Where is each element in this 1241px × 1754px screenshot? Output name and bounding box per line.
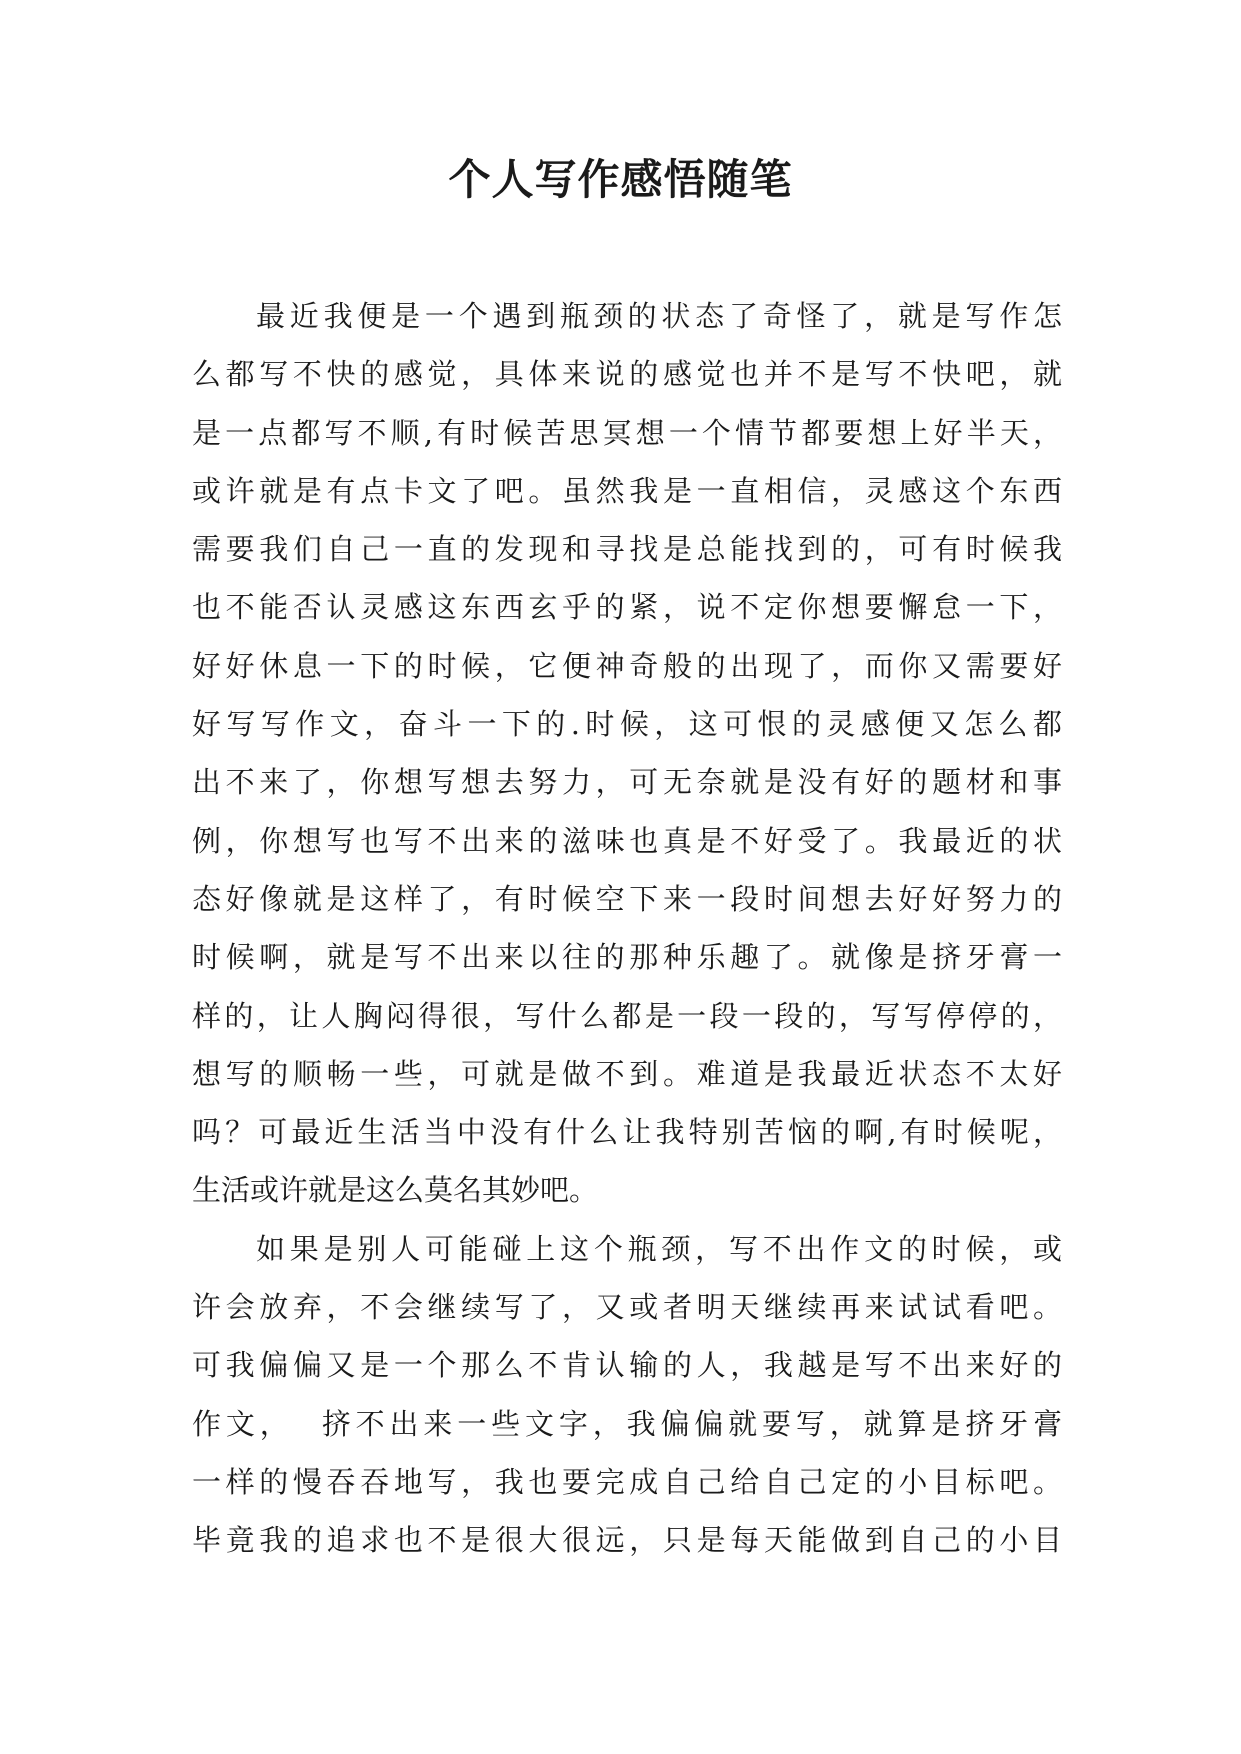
paragraph-2 — [192, 1220, 1062, 1570]
text-line: 例，你想写也写不出来的滋味也真是不好受了。我最近的状 — [192, 823, 1062, 858]
text-line: 样的，让人胸闷得很，写什么都是一段一段的，写写停停的， — [192, 998, 1062, 1033]
text-line: 最近我便是一个遇到瓶颈的状态了奇怪了，就是写作怎 — [256, 299, 1062, 333]
text-line: 态好像就是这样了，有时候空下来一段时间想去好好努力的 — [192, 881, 1062, 916]
text-line: 生活或许就是这么莫名其妙吧。 — [192, 1173, 599, 1208]
document-title: 个人写作感悟随笔 — [448, 155, 793, 204]
text-line: 出不来了，你想写想去努力，可无奈就是没有好的题材和事 — [192, 765, 1062, 800]
text-line: 好写写作文，奋斗一下的.时候，这可恨的灵感便又怎么都 — [192, 707, 1062, 742]
text-line: 作文， 挤不出来一些文字，我偏偏就要写，就算是挤牙膏 — [192, 1406, 1062, 1441]
text-line: 是一点都写不顺,有时候苦思冥想一个情节都要想上好半天， — [192, 415, 1062, 450]
text-line: 毕竟我的追求也不是很大很远，只是每天能做到自己的小目 — [192, 1523, 1062, 1558]
text-line: 可我偏偏又是一个那么不肯认输的人，我越是写不出来好的 — [192, 1348, 1062, 1383]
text-line: 许会放弃，不会继续写了，又或者明天继续再来试试看吧。 — [192, 1290, 1062, 1325]
text-line: 需要我们自己一直的发现和寻找是总能找到的，可有时候我 — [192, 532, 1062, 567]
document-body — [192, 287, 1062, 1570]
text-line: 吗？可最近生活当中没有什么让我特别苦恼的啊,有时候呢， — [192, 1115, 1062, 1150]
text-line: 如果是别人可能碰上这个瓶颈，写不出作文的时候，或 — [256, 1231, 1062, 1266]
text-line: 也不能否认灵感这东西玄乎的紧，说不定你想要懈怠一下， — [192, 590, 1062, 625]
text-line: 一样的慢吞吞地写，我也要完成自己给自己定的小目标吧。 — [192, 1464, 1062, 1499]
text-line: 好好休息一下的时候，它便神奇般的出现了，而你又需要好 — [192, 648, 1062, 683]
text-line: 么都写不快的感觉，具体来说的感觉也并不是写不快吧，就 — [192, 357, 1062, 392]
text-line: 时候啊，就是写不出来以往的那种乐趣了。就像是挤牙膏一 — [192, 940, 1062, 975]
paragraph-1 — [192, 287, 1062, 1220]
text-line: 想写的顺畅一些，可就是做不到。难道是我最近状态不太好 — [192, 1056, 1062, 1091]
text-line: 或许就是有点卡文了吧。虽然我是一直相信，灵感这个东西 — [192, 473, 1062, 508]
